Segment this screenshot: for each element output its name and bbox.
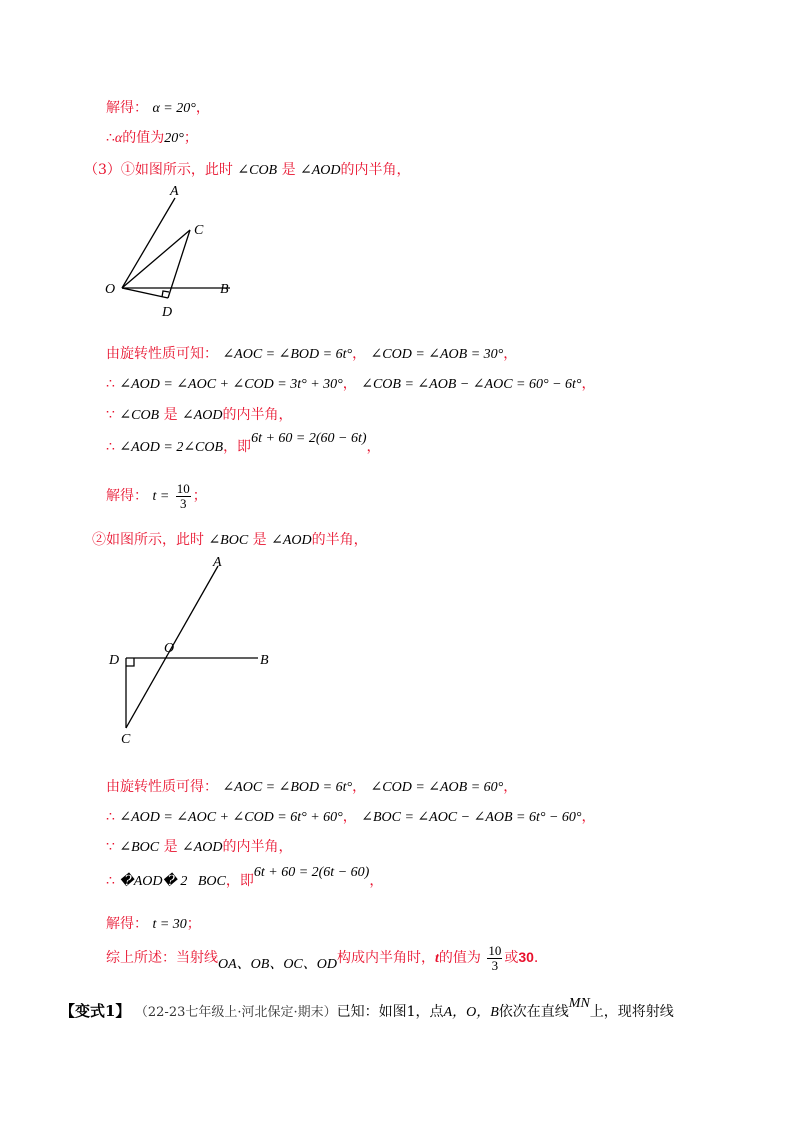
because-symbol: ∵: [106, 839, 115, 855]
variant-tag: 【变式1】: [60, 1002, 131, 1020]
right-angle-mark: [126, 658, 134, 666]
label-c: C: [121, 732, 131, 746]
label-d: D: [109, 653, 120, 668]
label-d: D: [162, 305, 173, 320]
solution-line-14: [106, 913, 201, 933]
text-mid: ，即: [223, 439, 252, 455]
text-suffix: ，: [195, 100, 210, 116]
math-line-mn: MN: [568, 996, 590, 1011]
math-expr-2: ∠COD = ∠AOB = 60°: [370, 780, 504, 795]
text-suffix: ，: [503, 779, 518, 795]
math-expr: α = 20°: [152, 101, 196, 116]
label-o: O: [164, 641, 175, 656]
math-expr-2: ∠COB = ∠AOB − ∠AOC = 60° − 6t°: [361, 377, 582, 392]
value-thirty: 30: [518, 949, 534, 966]
math-equation: 6t + 60 = 2(60 − 6t): [251, 431, 367, 446]
ray-od: [122, 288, 168, 298]
text-mid: 构成内半角时，: [337, 950, 435, 967]
text-prefix: 解得：: [106, 916, 148, 932]
math-angle-cob: ∠COB: [119, 408, 160, 423]
text-suffix: ，: [581, 376, 596, 392]
text-sep: ，: [352, 779, 367, 795]
text-suffix: 的内半角，: [340, 162, 411, 178]
math-angle-cob: ∠COB: [237, 163, 278, 178]
text-mid: ，即: [225, 873, 254, 889]
text-mid: 是: [163, 407, 178, 423]
text-prefix: 由旋转性质可得：: [106, 779, 218, 795]
math-t-equals: t =: [152, 489, 170, 505]
text-prefix: （3）①如图所示，此时: [84, 162, 233, 178]
text-suffix: .: [533, 950, 539, 967]
fraction-denominator: 3: [180, 495, 187, 511]
math-alpha: α: [114, 131, 123, 146]
solution-line-1: [106, 97, 210, 117]
math-expr-1: ∠AOD = 2∠COB: [119, 440, 224, 455]
text-suffix: ；: [192, 488, 207, 505]
text-mid: 是: [252, 532, 267, 548]
therefore-symbol: ∴: [106, 439, 115, 455]
geometry-diagram-1: [100, 182, 280, 322]
math-angle-boc: ∠BOC: [119, 840, 160, 855]
summary-line: [106, 944, 538, 972]
label-a: A: [170, 184, 179, 199]
therefore-symbol: ∴: [106, 130, 115, 146]
math-angle-aod: ∠AOD: [182, 408, 223, 423]
fraction-denominator: 3: [491, 957, 499, 973]
solution-line-8: [106, 482, 207, 510]
therefore-symbol: ∴: [106, 873, 115, 889]
text-suffix: ，: [581, 809, 596, 825]
text-mid: 是: [281, 162, 296, 178]
ray-oa: [122, 198, 175, 288]
math-expr-1: ∠AOD = ∠AOC + ∠COD = 3t° + 30°: [119, 377, 343, 392]
text-suffix: ，: [503, 346, 518, 362]
fraction-ten-thirds: [487, 944, 502, 972]
solution-line-13: [106, 865, 384, 890]
text-prefix: 解得：: [106, 100, 148, 116]
text-or: 或: [504, 950, 519, 967]
solution-line-7: [106, 431, 381, 456]
text-suffix: ，: [369, 873, 384, 889]
text-mid: 是: [163, 839, 178, 855]
text-suffix: ，: [366, 439, 381, 455]
math-angle-aod: ∠AOD: [271, 533, 312, 548]
math-garbled-expr: �AOD� 2 BOC: [119, 874, 226, 889]
math-angle-aod: ∠AOD: [182, 840, 223, 855]
math-angle-aod: ∠AOD: [300, 163, 341, 178]
math-points: A，O，B: [443, 1005, 499, 1020]
case-3-1-heading: [84, 159, 411, 179]
solution-line-11: [106, 806, 596, 826]
fraction-numerator: 10: [176, 481, 190, 496]
text-prefix: ②如图所示，此时: [92, 532, 204, 548]
text-suffix: ；: [183, 130, 198, 146]
geometry-diagram-2: [100, 556, 300, 746]
ray-oc: [122, 230, 190, 288]
math-equation: 6t + 60 = 2(6t − 60): [253, 865, 370, 880]
text-mid: 的值为: [122, 130, 165, 146]
text-suffix: 的半角，: [311, 532, 368, 548]
label-b: B: [260, 653, 269, 668]
case-2-heading: [92, 529, 368, 549]
therefore-symbol: ∴: [106, 376, 115, 392]
math-angle-boc: ∠BOC: [208, 533, 249, 548]
math-expr-1: ∠AOD = ∠AOC + ∠COD = 6t° + 60°: [119, 810, 343, 825]
solution-line-2: [106, 127, 198, 147]
math-expr-2: ∠COD = ∠AOB = 30°: [370, 347, 504, 362]
math-expr-1: ∠AOC = ∠BOD = 6t°: [222, 780, 353, 795]
text-suffix: ；: [186, 916, 201, 932]
math-t-equals: t = 30: [152, 917, 187, 932]
solution-line-5: [106, 373, 596, 393]
math-expr-1: ∠AOC = ∠BOD = 6t°: [222, 347, 353, 362]
text-sep: ，: [342, 376, 357, 392]
text-prefix: 由旋转性质可知：: [106, 346, 218, 362]
math-expr-2: ∠BOC = ∠AOC − ∠AOB = 6t° − 60°: [361, 810, 582, 825]
solution-line-10: [106, 776, 517, 796]
solution-line-4: [106, 343, 517, 363]
math-rays: OA、OB、OC、OD: [218, 957, 337, 973]
text-sep: ，: [352, 346, 367, 362]
text-sep: ，: [342, 809, 357, 825]
therefore-symbol: ∴: [106, 809, 115, 825]
text-prefix: 解得：: [106, 488, 148, 505]
text-prefix: 综上所述：当射线: [106, 950, 218, 967]
fraction-ten-thirds: [176, 482, 191, 510]
text-2: 依次在直线: [498, 1004, 569, 1020]
text-mid2: 的值为: [438, 950, 481, 967]
text-suffix: 的内半角，: [222, 839, 293, 855]
label-c: C: [194, 223, 204, 238]
because-symbol: ∵: [106, 407, 115, 423]
variant-1-header: [60, 996, 674, 1021]
math-t: t: [435, 951, 439, 967]
source-note: （22-23七年级上·河北保定·期末）: [134, 1005, 337, 1020]
solution-line-6: [106, 404, 293, 424]
math-expr: 20°: [164, 131, 184, 146]
label-a: A: [213, 556, 222, 570]
solution-line-12: [106, 836, 293, 856]
label-b: B: [220, 282, 229, 297]
fraction-numerator: 10: [488, 943, 502, 958]
text-suffix: 的内半角，: [222, 407, 293, 423]
text-3: 上，现将射线: [589, 1004, 674, 1020]
text-1: 已知：如图1，点: [336, 1004, 444, 1020]
label-o: O: [105, 282, 116, 297]
